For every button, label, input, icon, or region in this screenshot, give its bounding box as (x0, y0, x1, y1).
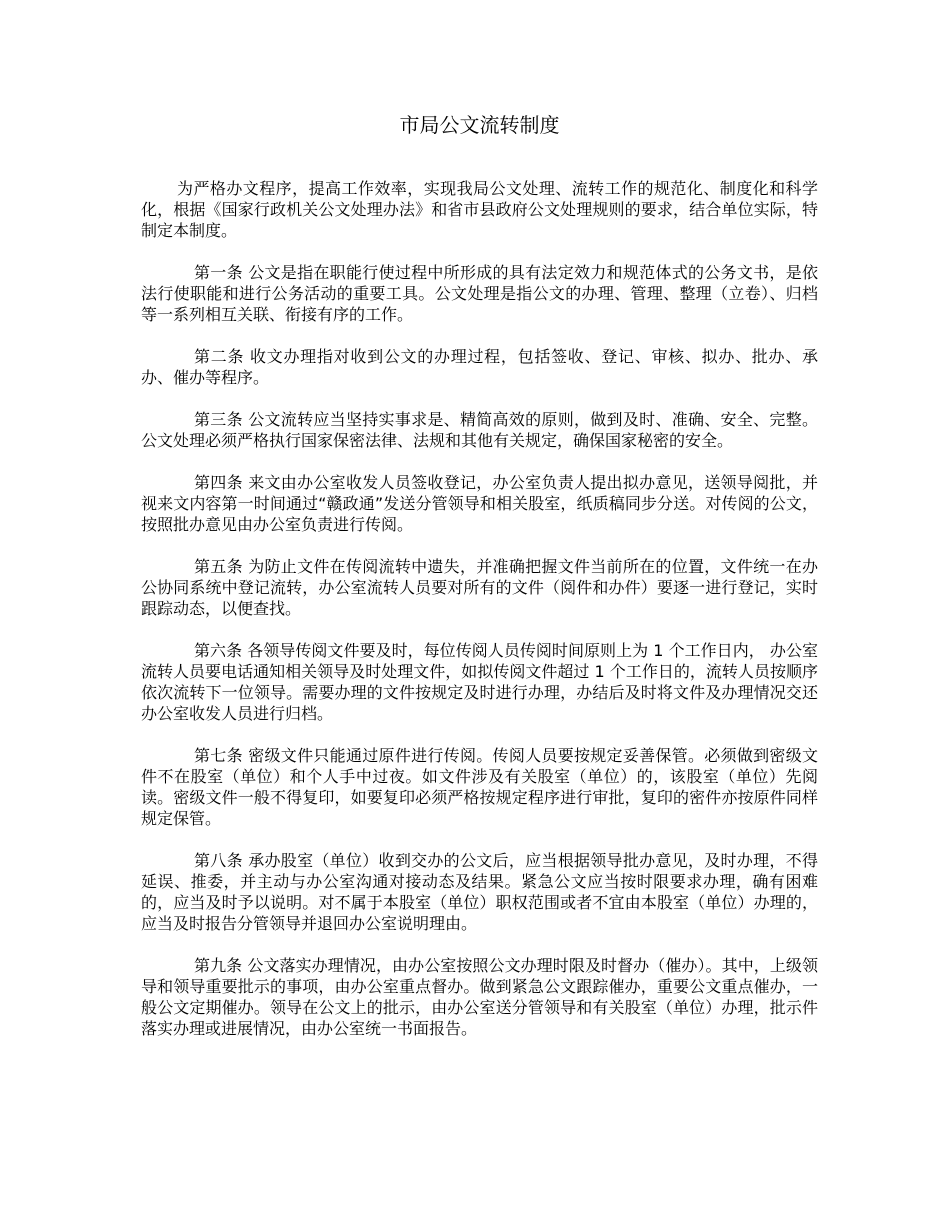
article-2: 第二条 收文办理指对收到公文的办理过程，包括签收、登记、审核、拟办、批办、承办、催办等程序。 (141, 347, 818, 387)
article-1: 第一条 公文是指在职能行使过程中所形成的具有法定效力和规范体式的公务文书，是依法行使职能和进行公务活动的重要工具。公文处理是指公文的办理、管理、整理（立卷）、归档等一系列相互关联、衔接有序的工作。 (141, 263, 818, 324)
article-4: 第四条 来文由办公室收发人员签收登记，办公室负责人提出拟办意见，送领导阅批，并视来文内容第一时间通过“赣政通”发送分管领导和相关股室，纸质稿同步分送。对传阅的公文，按照批办意见由办公室负责进行传阅。 (141, 473, 818, 534)
article-3: 第三条 公文流转应当坚持实事求是、精简高效的原则，做到及时、准确、安全、完整。公文处理必须严格执行国家保密法律、法规和其他有关规定，确保国家秘密的安全。 (141, 410, 818, 450)
document-title: 市局公文流转制度 (399, 113, 560, 137)
article-8: 第八条 承办股室（单位）收到交办的公文后，应当根据领导批办意见，及时办理，不得延误、推委，并主动与办公室沟通对接动态及结果。紧急公文应当按时限要求办理，确有困难的，应当及时予以说明。对不属于本股室（单位）职权范围或者不宜由本股室（单位）办理的，应当及时报告分管领导并退回办公室说明理由。 (141, 851, 818, 933)
document-page (141, 108, 818, 1060)
intro-paragraph: 为严格办文程序，提高工作效率，实现我局公文处理、流转工作的规范化、制度化和科学化，根据《国家行政机关公文处理办法》和省市县政府公文处理规则的要求，结合单位实际，特制定本制度。 (141, 179, 818, 240)
article-5: 第五条 为防止文件在传阅流转中遗失，并准确把握文件当前所在的位置，文件统一在办公协同系统中登记流转，办公室流转人员要对所有的文件（阅件和办件）要逐一进行登记，实时跟踪动态，以便查找。 (141, 557, 818, 618)
article-7: 第七条 密级文件只能通过原件进行传阅。传阅人员要按规定妥善保管。必须做到密级文件不在股室（单位）和个人手中过夜。如文件涉及有关股室（单位）的，该股室（单位）先阅读。密级文件一般不得复印，如要复印必须严格按规定程序进行审批，复印的密件亦按原件同样规定保管。 (141, 746, 818, 828)
article-6: 第六条 各领导传阅文件要及时，每位传阅人员传阅时间原则上为 1 个工作日内， 办公室流转人员要电话通知相关领导及时处理文件，如拟传阅文件超过 1 个工作日的，流转人员按顺序依次流转下一位领导。需要办理的文件按规定及时进行办理，办结后及时将文件及办理情况交还办公室收发人员进行归档。 (141, 641, 818, 723)
article-9: 第九条 公文落实办理情况，由办公室按照公文办理时限及时督办（催办）。其中，上级领导和领导重要批示的事项，由办公室重点督办。做到紧急公文跟踪催办，重要公文重点催办，一般公文定期催办。领导在公文上的批示，由办公室送分管领导和有关股室（单位）办理，批示件落实办理或进展情况，由办公室统一书面报告。 (141, 956, 818, 1038)
